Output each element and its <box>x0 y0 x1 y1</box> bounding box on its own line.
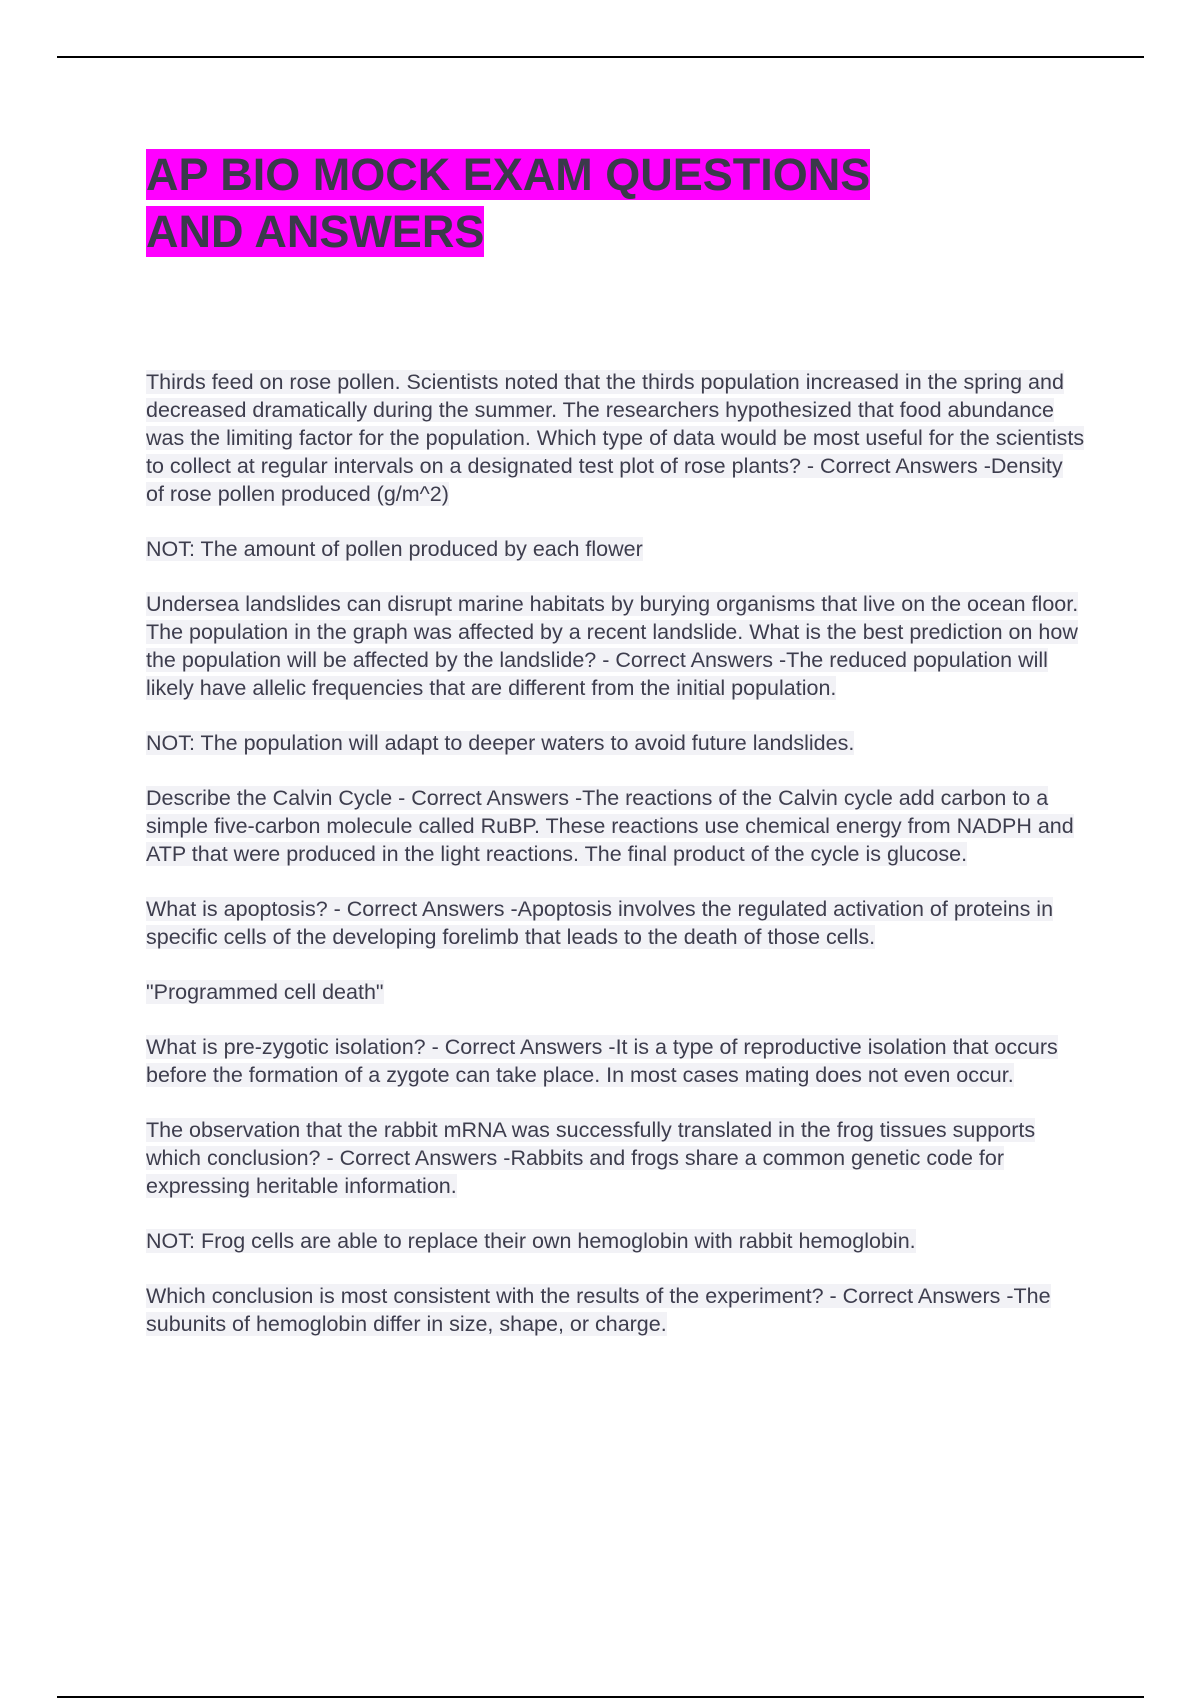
qa-paragraph <box>146 535 1086 563</box>
qa-paragraph <box>146 1282 1086 1338</box>
paragraph-text: NOT: The population will adapt to deeper waters to avoid future landslides. <box>146 731 855 755</box>
paragraph-text: What is apoptosis? - Correct Answers -Apoptosis involves the regulated activation of proteins in specific cells of the developing forelimb that leads to the death of those cells. <box>146 897 1054 949</box>
document-title <box>146 146 946 260</box>
qa-paragraph <box>146 784 1086 868</box>
qa-paragraph <box>146 978 1086 1006</box>
paragraph-text: Describe the Calvin Cycle - Correct Answers -The reactions of the Calvin cycle add carbon to a simple five-carbon molecule called RuBP. These reactions use chemical energy from NADPH and ATP that were produced in the light reactions. The final product of the cycle is glucose. <box>146 786 1074 866</box>
paragraph-text: What is pre-zygotic isolation? - Correct Answers -It is a type of reproductive isolation that occurs before the formation of a zygote can take place. In most cases mating does not even occur. <box>146 1035 1058 1087</box>
title-block <box>146 146 946 260</box>
top-rule <box>57 56 1144 58</box>
qa-content <box>146 368 1086 1365</box>
paragraph-text: NOT: The amount of pollen produced by each flower <box>146 537 643 561</box>
qa-paragraph <box>146 1033 1086 1089</box>
qa-paragraph <box>146 1227 1086 1255</box>
paragraph-text: The observation that the rabbit mRNA was successfully translated in the frog tissues supports which conclusion? - Correct Answers -Rabbits and frogs share a common genetic code for expressing heritable information. <box>146 1118 1036 1198</box>
qa-paragraph <box>146 590 1086 702</box>
paragraph-text: Thirds feed on rose pollen. Scientists noted that the thirds population increased in the spring and decreased dramatically during the summer. The researchers hypothesized that food abundance was the limiting factor for the population. Which type of data would be most useful for the scientists to collect at regular intervals on a designated test plot of rose plants? - Correct Answers -Density of rose pollen produced (g/m^2) <box>146 370 1085 506</box>
qa-paragraph <box>146 729 1086 757</box>
bottom-rule <box>57 1696 1144 1698</box>
qa-paragraph <box>146 895 1086 951</box>
paragraph-text: Which conclusion is most consistent with the results of the experiment? - Correct Answers -The subunits of hemoglobin differ in size, shape, or charge. <box>146 1284 1051 1336</box>
title-highlight: AP BIO MOCK EXAM QUESTIONS AND ANSWERS <box>146 149 871 257</box>
paragraph-text: "Programmed cell death" <box>146 980 384 1004</box>
qa-paragraph <box>146 1116 1086 1200</box>
paragraph-text: Undersea landslides can disrupt marine habitats by burying organisms that live on the ocean floor. The population in the graph was affected by a recent landslide. What is the best prediction on how the population will be affected by the landslide? - Correct Answers -The reduced population will likely have allelic frequencies that are different from the initial population. <box>146 592 1079 700</box>
paragraph-text: NOT: Frog cells are able to replace their own hemoglobin with rabbit hemoglobin. <box>146 1229 916 1253</box>
qa-paragraph <box>146 368 1086 508</box>
